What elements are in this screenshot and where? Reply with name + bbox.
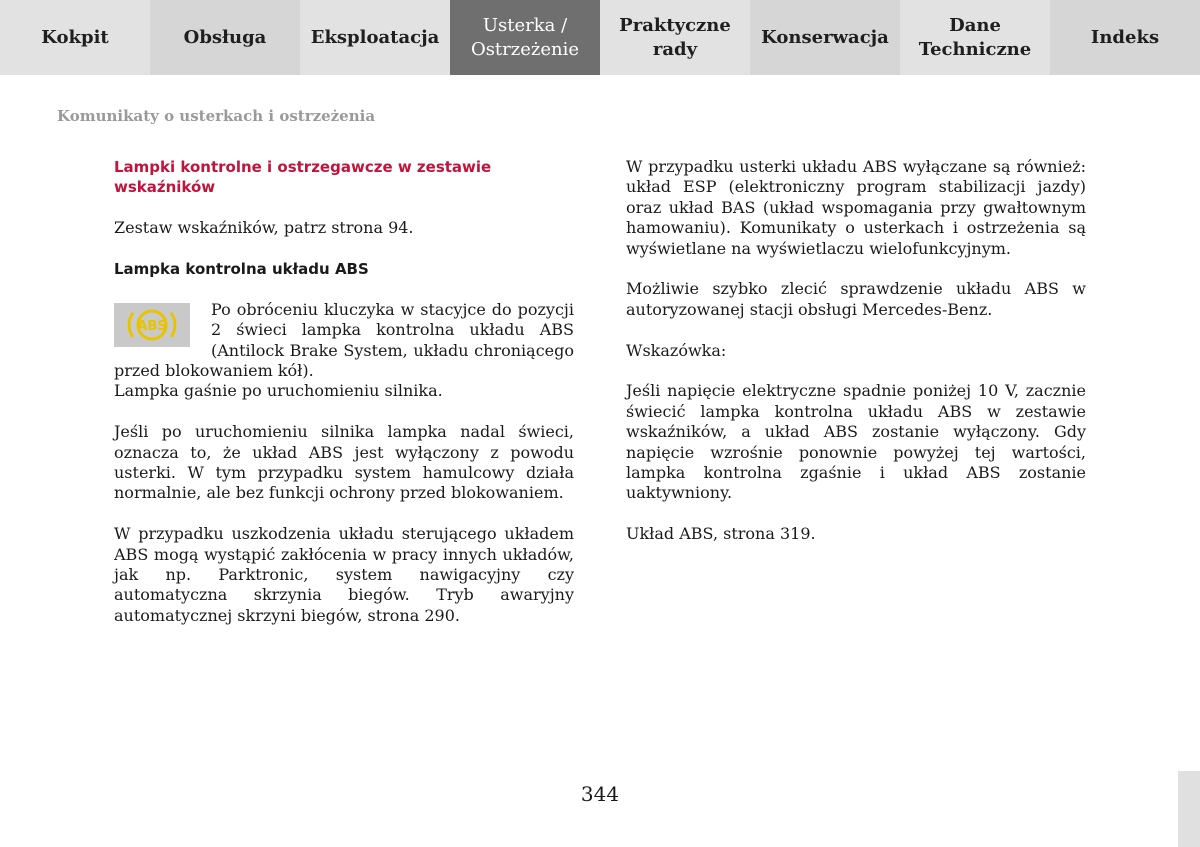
- tab-konserwacja[interactable]: Konserwacja: [750, 0, 900, 75]
- lamp-off-text: Lampka gaśnie po uruchomieniu silnika.: [114, 381, 443, 401]
- tab-indeks[interactable]: Indeks: [1050, 0, 1200, 75]
- right-column: [626, 157, 1086, 565]
- page-corner-tab: [1178, 771, 1200, 847]
- check-paragraph: Możliwie szybko zlecić sprawdzenie układu ABS w autoryzowanej stacji obsługi Mercedes-Benz.: [626, 279, 1086, 319]
- tab-eksploatacja[interactable]: Eksploatacja: [300, 0, 450, 75]
- page-number: 344: [580, 782, 620, 806]
- lamp-on-text: Po obróceniu kluczyka w stacyjce do pozycji 2 świeci lampka kontrolna układu ABS (Antilock Brake System, układu chroniącego przed blokowaniem kół).: [114, 299, 574, 381]
- abs-lamp-block: [114, 300, 574, 402]
- chapter-tabs: [0, 0, 1200, 75]
- section-heading: Lampki kontrolne i ostrzegawcze w zestawie wskaźników: [114, 158, 492, 197]
- abs-subheading: Lampka kontrolna układu ABS: [114, 260, 369, 278]
- control-unit-paragraph: W przypadku uszkodzenia układu sterującego układem ABS mogą wystąpić zakłócenia w pracy innych układów, jak np. Parktronic, system nawigacyjny czy automatyczna skrzynia biegów. Tryb awaryjny automatycznej skrzyni biegów, strona 290.: [114, 524, 574, 625]
- still-lit-paragraph: Jeśli po uruchomieniu silnika lampka nadal świeci, oznacza to, że układ ABS jest wyłączony z powodu usterki. W tym przypadku system hamulcowy działa normalnie, ale bez funkcji ochrony przed blokowaniem.: [114, 422, 574, 503]
- abs-circle-icon: [120, 305, 184, 345]
- tab-usterka-ostrzezenie[interactable]: Usterka / Ostrzeżenie: [450, 0, 600, 75]
- abs-icon-label: ABS: [137, 318, 167, 334]
- voltage-paragraph: Jeśli napięcie elektryczne spadnie poniżej 10 V, zacznie świecić lampka kontrolna układu ABS w zestawie wskaźników, a układ ABS zostanie wyłączony. Gdy napięcie wzrośnie ponownie powyżej tej wartości, lampka kontrolna zgaśnie i układ ABS zostanie uaktywniony.: [626, 381, 1086, 503]
- left-column: [114, 157, 574, 647]
- intro-text: Zestaw wskaźników, patrz strona 94.: [114, 218, 414, 238]
- abs-warning-lamp-icon: [114, 303, 190, 347]
- esp-paragraph: W przypadku usterki układu ABS wyłączane są również: układ ESP (elektroniczny program stabilizacji jazdy) oraz układ BAS (układ wspomagania przy gwałtownym hamowaniu). Komunikaty o usterkach i ostrzeżenia są wyświetlane na wyświetlaczu wielofunkcyjnym.: [626, 157, 1086, 258]
- reference-link[interactable]: Układ ABS, strona 319.: [626, 524, 816, 544]
- tab-praktyczne-rady[interactable]: Praktyczne rady: [600, 0, 750, 75]
- tab-dane-techniczne[interactable]: Dane Techniczne: [900, 0, 1050, 75]
- breadcrumb: Komunikaty o usterkach i ostrzeżenia: [57, 107, 376, 125]
- tab-obsluga[interactable]: Obsługa: [150, 0, 300, 75]
- note-label: Wskazówka:: [626, 340, 727, 360]
- tab-kokpit[interactable]: Kokpit: [0, 0, 150, 75]
